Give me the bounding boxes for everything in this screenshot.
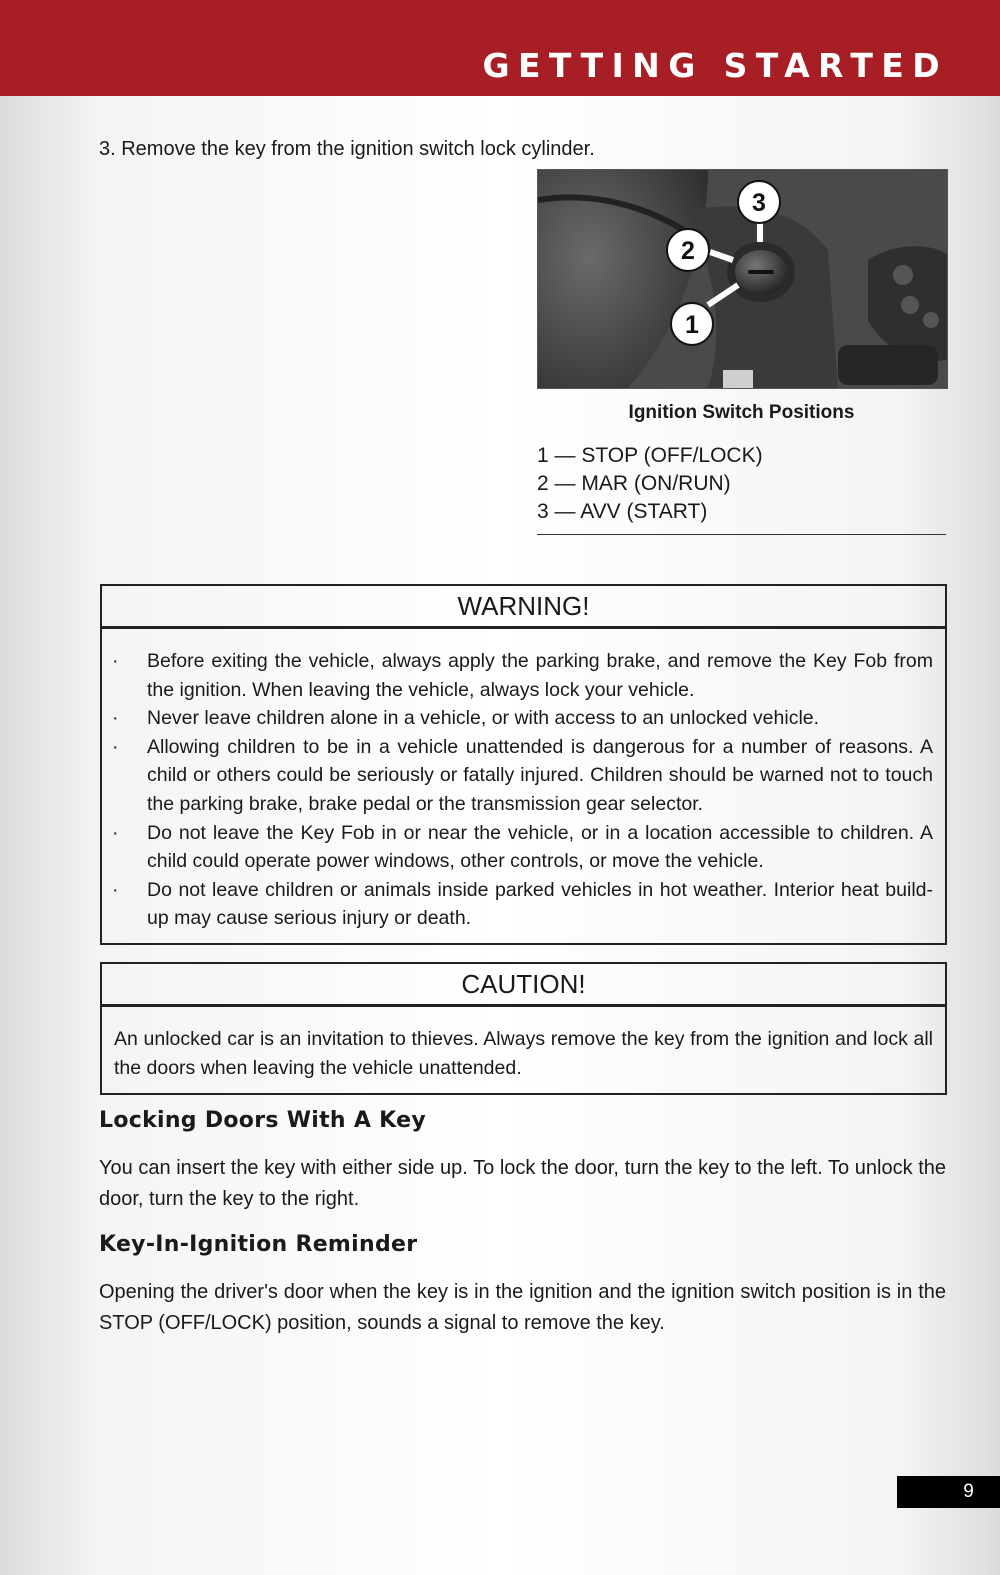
locking-paragraph: You can insert the key with either side up. To lock the door, turn the key to the left. To unlock the door, turn the key to the right. — [99, 1157, 946, 1210]
caution-text: An unlocked car is an invitation to thieves. Always remove the key from the ignition and lock all the doors when leaving the vehicle unattended. — [114, 1028, 933, 1079]
bullet: · — [112, 707, 119, 730]
warning-item-text: Do not leave the Key Fob in or near the vehicle, or in a location accessible to children. A child could operate power windows, other controls, or move the vehicle. — [147, 821, 933, 873]
warning-item — [102, 704, 933, 733]
position-item: 3 — AVV (START) — [537, 500, 708, 523]
bullet: · — [112, 735, 119, 758]
bullet: · — [112, 650, 119, 672]
warning-item-text: Before exiting the vehicle, always apply the parking brake, and remove the Key Fob from the ignition. When leaving the vehicle, always lock your vehicle. — [147, 650, 933, 701]
callout-3 — [738, 181, 780, 223]
bullet: · — [112, 821, 119, 844]
ignition-switch-figure — [537, 169, 948, 389]
warning-title: WARNING! — [102, 586, 945, 629]
warning-item — [102, 733, 933, 819]
caution-title: CAUTION! — [102, 964, 945, 1007]
callout-2 — [667, 229, 709, 271]
callout-1 — [671, 303, 713, 345]
warning-box — [100, 584, 947, 945]
figure-caption: Ignition Switch Positions — [628, 402, 855, 423]
position-item: 1 — STOP (OFF/LOCK) — [537, 444, 763, 467]
step-3-text: 3. Remove the key from the ignition switch lock cylinder. — [99, 138, 595, 160]
reminder-paragraph: Opening the driver's door when the key is in the ignition and the ignition switch position is in the STOP (OFF/LOCK) position, sounds a signal to remove the key. — [99, 1281, 946, 1334]
callout-3-label: 3 — [752, 189, 766, 217]
warning-list — [102, 629, 945, 933]
ignition-illustration — [538, 170, 947, 388]
warning-item — [102, 647, 933, 704]
warning-item — [102, 819, 933, 876]
warning-item-text: Do not leave children or animals inside parked vehicles in hot weather. Interior heat build-up may cause serious injury or death. — [147, 878, 933, 930]
page-number: 9 — [897, 1476, 1000, 1508]
page-header — [0, 0, 1000, 96]
position-item: 2 — MAR (ON/RUN) — [537, 472, 731, 495]
caution-box — [100, 962, 947, 1095]
warning-item-text: Never leave children alone in a vehicle, or with access to an unlocked vehicle. — [147, 707, 820, 730]
warning-item-text: Allowing children to be in a vehicle unattended is dangerous for a number of reasons. A child or others could be seriously or fatally injured. Children should be warned not to touch the parking brake, brake pedal or the transmission gear selector. — [147, 735, 933, 815]
callout-1-label: 1 — [685, 311, 699, 339]
reminder-heading: Key-In-Ignition Reminder — [99, 1232, 418, 1257]
section-title: GETTING STARTED — [482, 46, 948, 85]
callout-2-label: 2 — [681, 237, 695, 265]
bullet: · — [112, 878, 119, 901]
warning-item — [102, 876, 933, 933]
locking-heading: Locking Doors With A Key — [99, 1108, 426, 1133]
ignition-positions-list — [537, 442, 946, 535]
